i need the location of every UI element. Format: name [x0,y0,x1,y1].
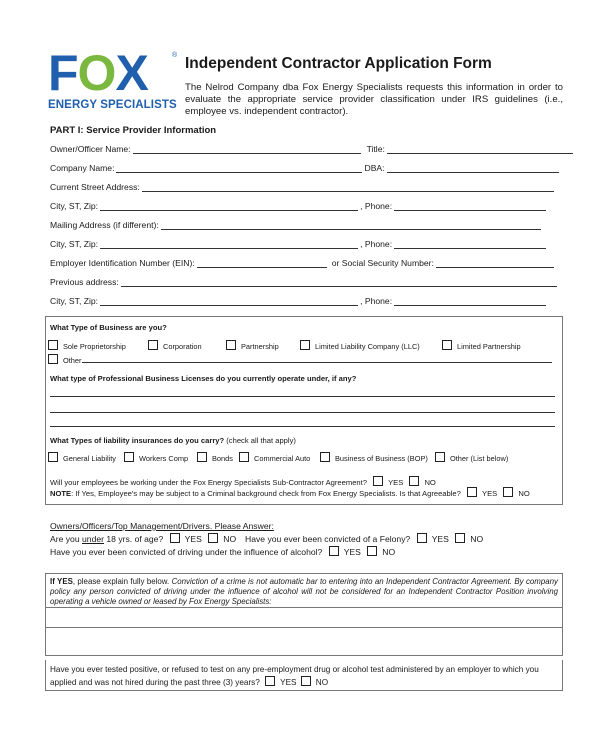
city2-row [50,239,548,249]
company-field[interactable] [116,163,362,173]
phone2-label: , Phone: [360,239,393,249]
city2-field[interactable] [100,239,358,249]
ein-field[interactable] [197,258,327,268]
owner-label: Owner/Officer Name: [50,144,131,154]
other-line[interactable] [82,362,552,363]
ssn-label: or Social Security Number: [331,258,434,268]
checkbox-icon[interactable] [48,354,58,364]
ein-row [50,258,556,268]
age-no-checkbox[interactable] [208,533,218,543]
felony-no-checkbox[interactable] [455,533,465,543]
business-type-question: What Type of Business are you? [50,323,167,332]
checkbox-icon[interactable] [197,452,207,462]
city1-row [50,201,548,211]
previous-field[interactable] [121,277,557,287]
city2-label: City, ST, Zip: [50,239,99,249]
owners-heading: Owners/Officers/Top Management/Drivers. Please Answer: [50,521,274,531]
option-limited-partnership[interactable]: Limited Partnership [442,340,521,351]
dui-yes-checkbox[interactable] [329,546,339,556]
background-check-note: NOTE: If Yes, Employee's may be subject to a Criminal background check from Fox Energy Specialists. Is that Agreeable? YES NO [50,489,530,498]
phone1-field[interactable] [394,201,546,211]
option-other[interactable]: Other [48,354,81,365]
checkbox-icon[interactable] [48,340,58,350]
checkbox-icon[interactable] [239,452,249,462]
employees-question: Will your employees be working under the Fox Energy Specialists Sub-Contractor Agreement? YES NO [50,478,436,487]
street-row [50,182,556,192]
checkbox-icon[interactable] [226,340,236,350]
insurance-bop[interactable]: Business of Business (BOP) [320,452,428,463]
company-row [50,163,561,173]
registered-mark: ® [172,52,178,59]
ssn-field[interactable] [436,258,554,268]
city1-label: City, ST, Zip: [50,201,99,211]
employees-yes-checkbox[interactable] [373,476,383,486]
explanation-line-1[interactable] [45,607,562,608]
checkbox-icon[interactable] [442,340,452,350]
company-label: Company Name: [50,163,115,173]
logo-letter-f: F [48,45,78,101]
insurance-bonds[interactable]: Bonds [197,452,233,463]
logo-letter-o-fox-icon: O [77,45,116,101]
age-question: Are you under 18 yrs. of age? YES NO [50,534,237,544]
insurance-other[interactable]: Other (List below) [435,452,508,463]
form-title: Independent Contractor Application Form [185,55,492,72]
owner-row [50,144,575,154]
explanation-line-2[interactable] [45,627,562,628]
employees-no-checkbox[interactable] [409,476,419,486]
insurance-question: What Types of liability insurances do you carry? (check all that apply) [50,436,296,445]
city1-field[interactable] [100,201,358,211]
mailing-label: Mailing Address (if different): [50,220,159,230]
phone3-field[interactable] [394,296,546,306]
agreeable-yes-checkbox[interactable] [467,487,477,497]
logo-subtitle: ENERGY SPECIALISTS [48,99,177,111]
street-field[interactable] [142,182,554,192]
previous-label: Previous address: [50,277,119,287]
drug-question-box [45,660,563,691]
city3-row [50,296,548,306]
street-label: Current Street Address: [50,182,140,192]
owner-field[interactable] [133,144,361,154]
phone1-label: , Phone: [360,201,393,211]
form-intro: The Nelrod Company dba Fox Energy Specialists requests this information in order to evaluate the appropriate service provider classification under IRS guidelines (i.e., employee vs. independent contractor). [185,82,563,117]
drug-question: Have you ever tested positive, or refused to test on any pre-employment drug or alcohol test administered by an employer to which you applied and was not hired during the past three (3) years? YES NO [50,665,539,687]
dba-field[interactable] [387,163,559,173]
agreeable-no-checkbox[interactable] [503,487,513,497]
checkbox-icon[interactable] [320,452,330,462]
previous-row [50,277,559,287]
option-sole-proprietorship[interactable]: Sole Proprietorship [48,340,126,351]
dui-no-checkbox[interactable] [367,546,377,556]
phone3-label: , Phone: [360,296,393,306]
title-label: Title: [366,144,385,154]
insurance-workers-comp[interactable]: Workers Comp [124,452,188,463]
title-field[interactable] [387,144,573,154]
explanation-text: If YES, please explain fully below. Conviction of a crime is not automatic bar to entering into an Independent Contractor Agreement. By company policy any person convicted of driving under the influence of alcohol will not be considered for an Independent Contractor Position involving operating a vehicle owned or leased by Fox Energy Specialists: [50,577,558,606]
checkbox-icon[interactable] [148,340,158,350]
logo-wordmark [48,45,148,101]
option-llc[interactable]: Limited Liability Company (LLC) [300,340,420,351]
checkbox-icon[interactable] [300,340,310,350]
mailing-field[interactable] [161,220,541,230]
dba-label: DBA: [364,163,385,173]
ein-label: Employer Identification Number (EIN): [50,258,195,268]
part1-heading: PART I: Service Provider Information [50,125,217,136]
insurance-general-liability[interactable]: General Liability [48,452,116,463]
insurance-commercial-auto[interactable]: Commercial Auto [239,452,310,463]
checkbox-icon[interactable] [124,452,134,462]
felony-yes-checkbox[interactable] [417,533,427,543]
age-yes-checkbox[interactable] [170,533,180,543]
city3-label: City, ST, Zip: [50,296,99,306]
fox-energy-logo [48,45,178,118]
phone2-field[interactable] [394,239,546,249]
licenses-question: What type of Professional Business Licenses do you currently operate under, if any? [50,374,357,383]
licenses-line-3[interactable] [50,426,555,427]
checkbox-icon[interactable] [48,452,58,462]
licenses-line-2[interactable] [50,412,555,413]
option-partnership[interactable]: Partnership [226,340,279,351]
felony-question: Have you ever been convicted of a Felony? YES NO [245,534,484,544]
mailing-row [50,220,543,230]
option-corporation[interactable]: Corporation [148,340,202,351]
licenses-line-1[interactable] [50,396,555,397]
dui-question: Have you ever been convicted of driving under the influence of alcohol? YES NO [50,547,396,557]
checkbox-icon[interactable] [435,452,445,462]
city3-field[interactable] [100,296,358,306]
logo-letter-x: X [115,45,148,101]
